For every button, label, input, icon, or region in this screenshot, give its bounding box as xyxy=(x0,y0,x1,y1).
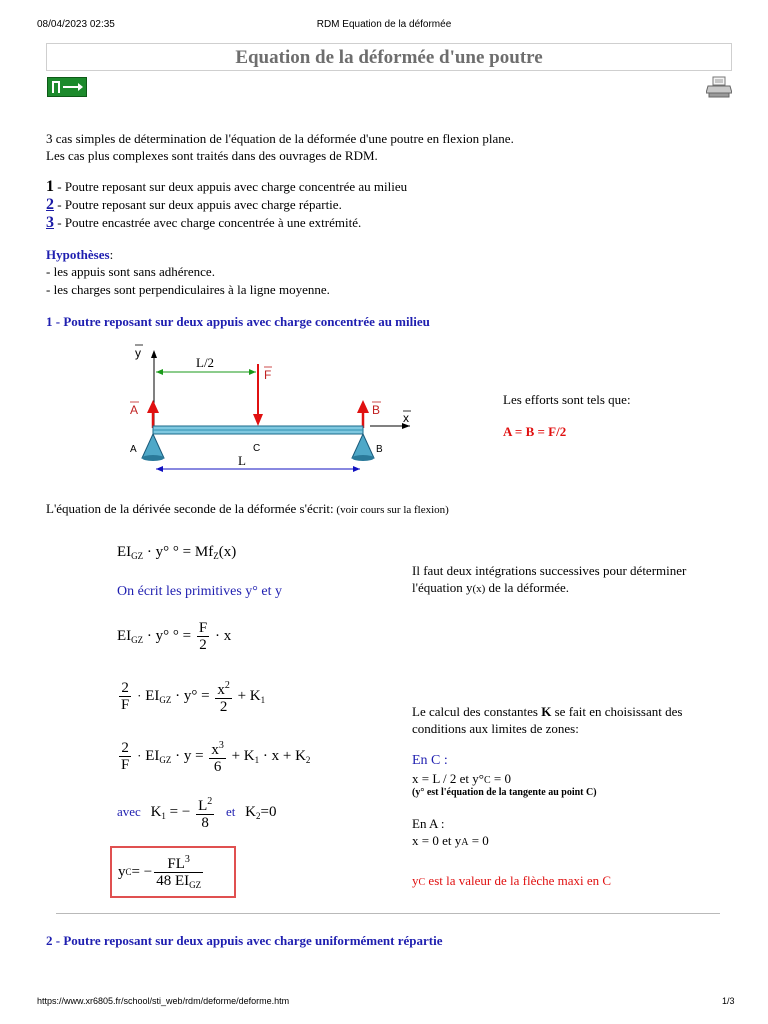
case-1-number: 1 xyxy=(46,178,54,195)
beam-diagram xyxy=(120,340,420,480)
formula-3-end: · x xyxy=(214,627,232,644)
point-c-label: C xyxy=(253,443,261,454)
k1-subscript: 1 xyxy=(161,810,166,821)
case-1 xyxy=(46,178,407,195)
denominator: 8 xyxy=(201,815,209,831)
denominator: F xyxy=(121,757,130,773)
integrations-text-a: l'équation y xyxy=(412,580,473,595)
print-datetime: 08/04/2023 02:35 xyxy=(37,19,115,30)
constants-k: K xyxy=(541,704,552,719)
primitives-line: On écrit les primitives y° et y xyxy=(117,584,283,599)
fleche-text: est la valeur de la flèche maxi en C xyxy=(425,873,612,888)
a-condition-b: = 0 xyxy=(468,833,489,848)
hypotheses-title: Hypothèses xyxy=(46,247,110,262)
k1-subscript: 1 xyxy=(260,694,266,705)
efforts-label: Les efforts sont tels que: xyxy=(503,392,631,407)
en-c-label: En C : xyxy=(412,753,448,768)
ei-symbol: EI xyxy=(145,687,160,704)
c-note: (y° est l'équation de la tangente au point C) xyxy=(412,787,597,798)
numerator xyxy=(215,678,232,699)
constants-line-2: conditions aux limites de zones: xyxy=(412,721,579,736)
section-1-title: 1 - Poutre reposant sur deux appuis avec charge concentrée au milieu xyxy=(46,314,430,329)
c-condition-b: = 0 xyxy=(490,771,511,786)
en-a-label: En A : xyxy=(412,816,445,831)
fraction-f-over-2 xyxy=(197,620,209,653)
hypotheses-colon: : xyxy=(109,247,114,262)
exponent: 2 xyxy=(224,680,230,691)
numerator xyxy=(196,794,214,815)
exponent: 3 xyxy=(218,740,224,751)
span-label: L xyxy=(238,453,246,468)
et-word: et xyxy=(226,803,236,819)
formula-5: $\frac{2}{F}$ · $EI_{GZ} \cdot y$ = $\frac{x^3}{6}$ + $K_1 \cdot x + K_2$ xyxy=(121,740,311,775)
footer-url: https://www.xr6805.fr/school/sti_web/rdm/deforme/deforme.htm xyxy=(37,996,290,1006)
numerator xyxy=(209,738,226,759)
k2-equals: =0 xyxy=(260,803,277,820)
formula-5-k2: · x + K xyxy=(262,747,306,764)
case-3 xyxy=(46,214,361,231)
efforts-result: A = B = F/2 xyxy=(503,424,567,439)
integrations-line-2 xyxy=(412,579,569,598)
case-2-link[interactable]: 2 xyxy=(46,196,54,213)
x-axis-label: x xyxy=(403,411,409,425)
point-b-label: B xyxy=(376,444,383,455)
hypothesis-2: - les charges sont perpendiculaires à la ligne moyenne. xyxy=(46,282,330,297)
x-symbol: x xyxy=(217,682,225,698)
gz-subscript: GZ xyxy=(131,551,144,561)
c-condition-a: x = L / 2 et y° xyxy=(412,771,484,786)
avec-word: avec xyxy=(117,803,141,819)
constants-k-values xyxy=(117,794,276,831)
denominator-text: 48 EI xyxy=(156,872,190,889)
fleche-y: y xyxy=(412,873,419,888)
integrations-text-c: de la déformée. xyxy=(485,580,570,595)
integrations-line-1: Il faut deux intégrations successives pour déterminer xyxy=(412,563,687,578)
x-symbol: x xyxy=(211,742,219,758)
gz-subscript: GZ xyxy=(131,634,144,645)
denominator: 6 xyxy=(213,759,222,775)
formula-4: $\frac{2}{F}$ · $EI_{GZ} \cdot y^\circ$ = $\frac{x^2}{2}$ + $K_1$ xyxy=(121,680,266,715)
case-3-text: - Poutre encastrée avec charge concentrée à une extrémité. xyxy=(54,215,362,230)
denominator xyxy=(154,873,203,893)
ei-symbol: EI xyxy=(145,747,160,764)
a-condition xyxy=(412,832,489,851)
case-3-link[interactable]: 3 xyxy=(46,214,54,231)
result-y: y xyxy=(118,863,126,880)
c-condition-sub: C xyxy=(483,775,491,786)
derivative-text xyxy=(46,500,449,519)
a-condition-a: x = 0 et y xyxy=(412,833,462,848)
y-axis-label: y xyxy=(135,346,141,360)
hypotheses-heading xyxy=(46,246,113,263)
half-span-label: L/2 xyxy=(196,355,215,370)
fraction-l2-over-8 xyxy=(196,794,214,831)
formula-3-body: · y° ° = xyxy=(146,627,192,644)
fraction-x3-over-6 xyxy=(209,738,226,775)
mf-subscript: Z xyxy=(213,551,219,561)
derivative-text-note: (voir cours sur la flexion) xyxy=(333,504,449,516)
result-box xyxy=(110,846,236,898)
fraction-2-over-f xyxy=(119,740,131,773)
case-2-text: - Poutre reposant sur deux appuis avec charge répartie. xyxy=(54,197,342,212)
fraction-2-over-f xyxy=(119,680,131,713)
numerator: 2 xyxy=(119,740,131,757)
result-equals: = − xyxy=(131,863,153,880)
a-condition-sub: A xyxy=(461,837,469,848)
reaction-a-label: A xyxy=(130,403,139,417)
formula-5-body: · y = xyxy=(175,747,204,764)
case-1-text: - Poutre reposant sur deux appuis avec charge concentrée au milieu xyxy=(54,179,408,194)
section-2-title: 2 - Poutre reposant sur deux appuis avec charge uniformément répartie xyxy=(46,933,443,948)
fraction-fl3-over-48ei xyxy=(154,852,203,893)
constants-line-1 xyxy=(412,703,682,720)
result-c-subscript: C xyxy=(125,867,132,877)
k1-symbol: K xyxy=(150,803,162,820)
exponent: 3 xyxy=(184,853,190,865)
intro-line-1: 3 cas simples de détermination de l'équation de la déformée d'une poutre en flexion plane. xyxy=(46,131,514,146)
denominator: 2 xyxy=(219,699,228,715)
point-a-label: A xyxy=(130,444,137,455)
k2-subscript: 2 xyxy=(255,810,261,821)
case-2 xyxy=(46,196,342,213)
formula-1 xyxy=(117,544,236,561)
fl-symbol: FL xyxy=(167,855,185,872)
footer-page-number: 1/3 xyxy=(722,996,735,1006)
reaction-b-label: B xyxy=(372,403,381,417)
l-symbol: L xyxy=(198,798,208,814)
exponent: 2 xyxy=(207,796,213,807)
numerator: F xyxy=(198,620,208,636)
fraction-x2-over-2 xyxy=(215,678,232,715)
exit-door-icon[interactable] xyxy=(47,77,87,97)
numerator: 2 xyxy=(119,680,131,697)
k2-symbol: K xyxy=(245,803,256,820)
integrations-text-x: (x) xyxy=(472,583,486,595)
gz-subscript: GZ xyxy=(159,754,172,765)
constants-text-a: Le calcul des constantes xyxy=(412,704,542,719)
formula-5-k1: + K xyxy=(231,747,255,764)
force-label: F xyxy=(264,368,272,382)
page-title: Equation de la déformée d'une poutre xyxy=(46,43,732,71)
fleche-note xyxy=(412,872,611,891)
formula-1-body: · y° ° = Mf xyxy=(146,544,214,560)
denominator: F xyxy=(121,697,130,713)
hypothesis-1: - les appuis sont sans adhérence. xyxy=(46,264,215,279)
denominator: 2 xyxy=(199,637,207,653)
formula-1-arg: (x) xyxy=(218,544,237,560)
formula-4-body: · y° = xyxy=(175,687,210,704)
section-divider xyxy=(56,913,720,914)
print-doc-title: RDM Equation de la déformée xyxy=(316,19,452,30)
intro-line-2: Les cas plus complexes sont traités dans des ouvrages de RDM. xyxy=(46,148,378,163)
k1-subscript: 1 xyxy=(254,754,260,765)
formula-4-end: + K xyxy=(237,687,261,704)
k1-equals: = − xyxy=(169,803,191,820)
fleche-c-subscript: C xyxy=(418,877,426,888)
printer-icon[interactable] xyxy=(706,76,732,98)
gz-subscript: GZ xyxy=(159,694,172,705)
formula-3 xyxy=(117,620,231,653)
gz-subscript: GZ xyxy=(189,879,202,890)
ei-symbol: EI xyxy=(117,544,132,560)
derivative-text-main: L'équation de la dérivée seconde de la déformée s'écrit: xyxy=(46,501,334,516)
constants-text-b: se fait en choisissant des xyxy=(551,704,683,719)
ei-symbol: EI xyxy=(117,627,132,644)
numerator xyxy=(154,852,203,873)
k2-subscript: 2 xyxy=(305,754,311,765)
